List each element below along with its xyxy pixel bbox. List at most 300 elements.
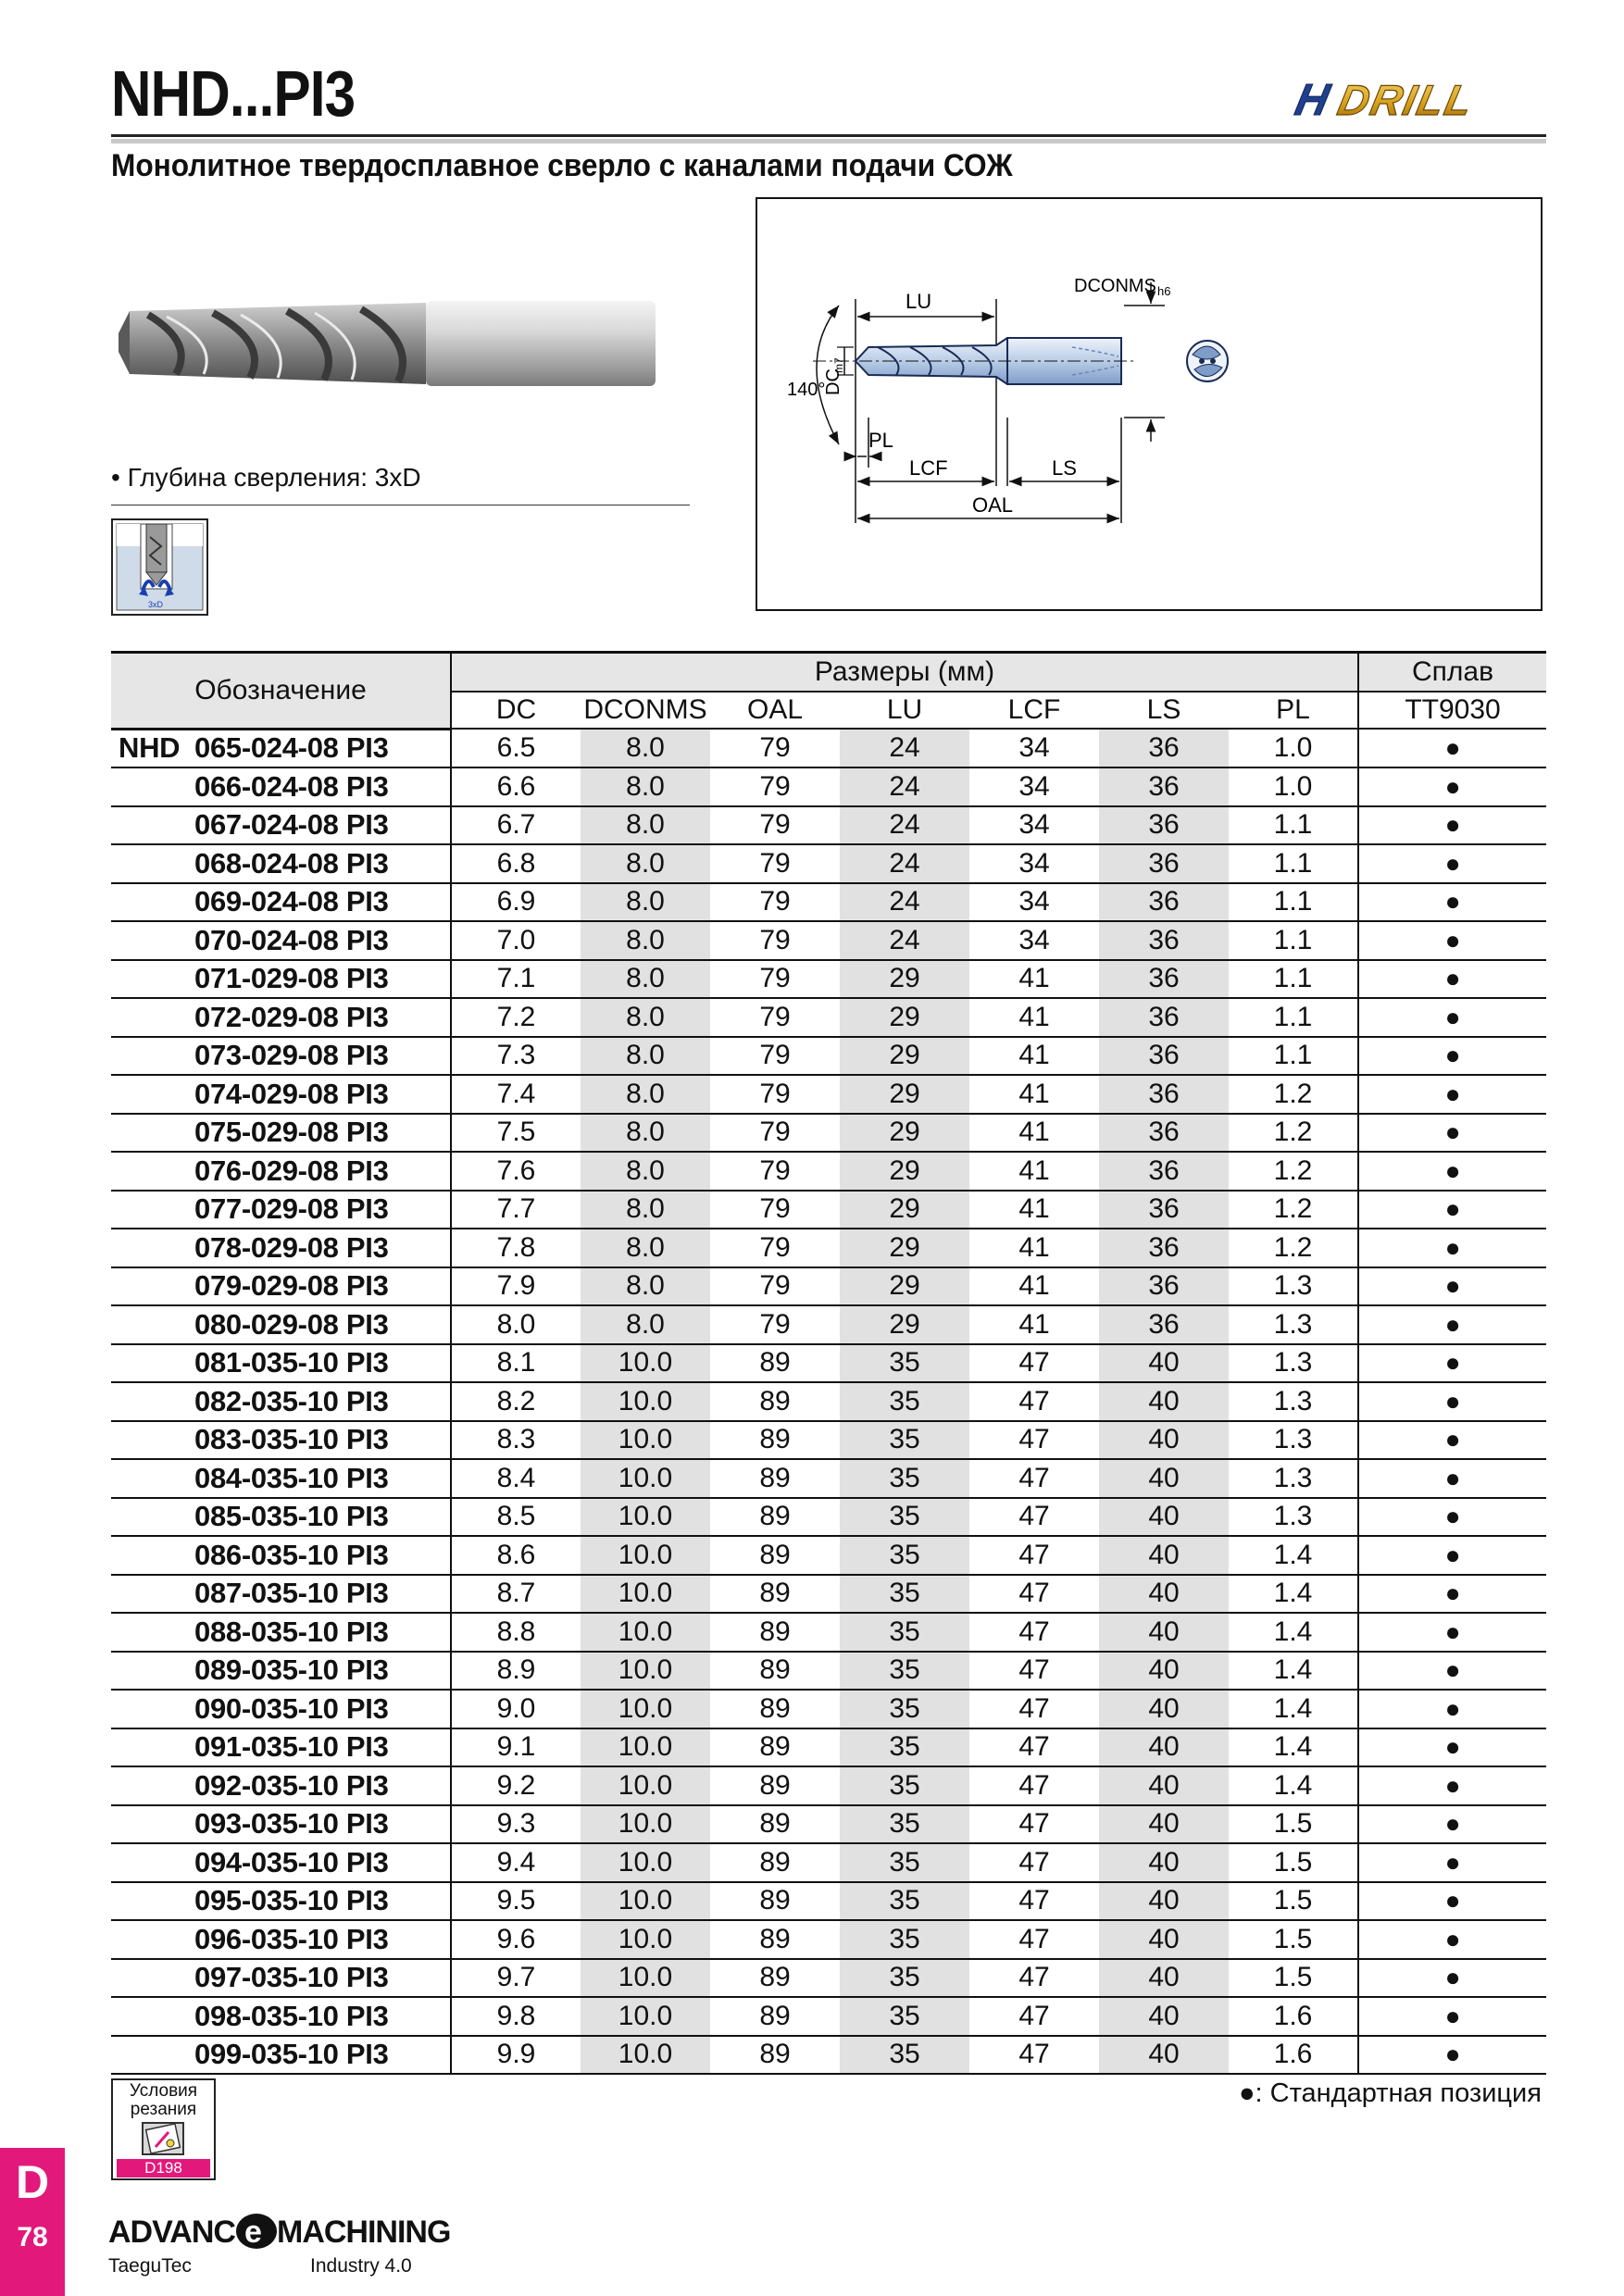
cell-dconms: 10.0 — [581, 1382, 710, 1421]
alloy-header: Сплав — [1358, 653, 1546, 693]
cell-lu: 24 — [840, 844, 969, 883]
cell-pl: 1.5 — [1229, 1843, 1358, 1882]
cell-dc: 8.8 — [451, 1613, 581, 1652]
cell-lcf: 47 — [969, 1382, 1099, 1421]
cell-ls: 40 — [1099, 1613, 1229, 1652]
designation-cell — [111, 1920, 451, 1959]
dconms-tolerance-label: h6 — [1157, 284, 1171, 298]
cell-oal: 79 — [710, 729, 840, 767]
cell-pl: 1.3 — [1229, 1459, 1358, 1498]
drill-photo — [111, 278, 667, 407]
cell-dc: 7.8 — [451, 1229, 581, 1267]
cell-ls: 36 — [1099, 729, 1229, 767]
cell-oal: 89 — [710, 1766, 840, 1805]
cell-pl: 1.0 — [1229, 729, 1358, 767]
cell-pl: 1.3 — [1229, 1421, 1358, 1460]
cell-pl: 1.6 — [1229, 2036, 1358, 2075]
cell-ls: 40 — [1099, 1997, 1229, 2036]
designation-code: 092-035-10 PI3 — [194, 1768, 389, 1802]
cell-oal: 89 — [710, 1805, 840, 1844]
section-letter: D — [15, 2156, 50, 2208]
cell-dc: 8.6 — [451, 1536, 581, 1575]
cell-ls: 36 — [1099, 883, 1229, 922]
stock-dot: ● — [1358, 1997, 1546, 2036]
table-row — [111, 767, 1546, 806]
cell-lu: 35 — [840, 2036, 969, 2075]
cell-lcf: 47 — [969, 1959, 1099, 1998]
cell-pl: 1.4 — [1229, 1766, 1358, 1805]
cell-lcf: 47 — [969, 1690, 1099, 1728]
cell-dconms: 10.0 — [581, 1575, 710, 1614]
cell-pl: 1.4 — [1229, 1536, 1358, 1575]
stock-dot: ● — [1358, 921, 1546, 960]
table-row — [111, 729, 1546, 767]
designation-code: 074-029-08 PI3 — [194, 1077, 389, 1110]
designation-cell — [111, 1459, 451, 1498]
cell-lu: 24 — [840, 806, 969, 845]
cell-pl: 1.1 — [1229, 806, 1358, 845]
cell-dc: 8.4 — [451, 1459, 581, 1498]
designation-cell — [111, 1229, 451, 1267]
cell-lu: 29 — [840, 998, 969, 1037]
cell-dconms: 8.0 — [581, 1305, 710, 1344]
cell-dc: 7.1 — [451, 960, 581, 999]
designation-code: 098-035-10 PI3 — [194, 1999, 389, 2032]
cell-pl: 1.5 — [1229, 1959, 1358, 1998]
cell-dconms: 8.0 — [581, 806, 710, 845]
cell-lcf: 34 — [969, 767, 1099, 806]
designation-code: 080-029-08 PI3 — [194, 1307, 389, 1341]
stock-dot: ● — [1358, 1267, 1546, 1306]
cell-ls: 40 — [1099, 1690, 1229, 1728]
table-row — [111, 1114, 1546, 1153]
column-header-ls: LS — [1099, 692, 1229, 729]
cell-lcf: 47 — [969, 1421, 1099, 1460]
cell-lcf: 41 — [969, 1229, 1099, 1267]
designation-code: 087-035-10 PI3 — [194, 1577, 389, 1610]
cell-ls: 40 — [1099, 1536, 1229, 1575]
cell-oal: 89 — [710, 1382, 840, 1421]
table-row — [111, 1382, 1546, 1421]
cell-oal: 89 — [710, 2036, 840, 2075]
cell-ls: 40 — [1099, 1805, 1229, 1844]
designation-code: 067-024-08 PI3 — [194, 808, 389, 842]
cell-lcf: 47 — [969, 1613, 1099, 1652]
stock-dot: ● — [1358, 2036, 1546, 2075]
cell-lu: 24 — [840, 921, 969, 960]
table-row — [111, 998, 1546, 1037]
svg-text:DRILL: DRILL — [1333, 76, 1479, 124]
cell-oal: 79 — [710, 767, 840, 806]
cell-lcf: 34 — [969, 806, 1099, 845]
cell-dconms: 10.0 — [581, 1959, 710, 1998]
cell-lcf: 34 — [969, 729, 1099, 767]
designation-cell — [111, 1037, 451, 1076]
cell-lcf: 47 — [969, 1498, 1099, 1537]
designation-cell — [111, 1267, 451, 1306]
designation-code: 078-029-08 PI3 — [194, 1230, 389, 1264]
cell-dc: 9.1 — [451, 1728, 581, 1767]
cell-dconms: 10.0 — [581, 1690, 710, 1728]
table-row — [111, 806, 1546, 845]
cell-dconms: 8.0 — [581, 998, 710, 1037]
designation-cell — [111, 1421, 451, 1460]
table-row — [111, 1766, 1546, 1805]
cell-dconms: 10.0 — [581, 1536, 710, 1575]
cell-oal: 79 — [710, 1152, 840, 1191]
cell-dconms: 10.0 — [581, 1421, 710, 1460]
cell-lu: 29 — [840, 1075, 969, 1114]
pl-label: PL — [868, 429, 893, 452]
designation-code: 079-029-08 PI3 — [194, 1269, 389, 1303]
cell-dconms: 8.0 — [581, 960, 710, 999]
designation-cell — [111, 1690, 451, 1728]
designation-cell — [111, 2036, 451, 2075]
cell-lu: 35 — [840, 1536, 969, 1575]
designation-code: 065-024-08 PI3 — [194, 731, 389, 765]
stock-dot: ● — [1358, 1191, 1546, 1229]
brand-tagline: Industry 4.0 — [310, 2255, 412, 2277]
table-row — [111, 1882, 1546, 1921]
coolant-through-drill-icon — [111, 518, 208, 616]
cell-oal: 79 — [710, 921, 840, 960]
stock-dot: ● — [1358, 1843, 1546, 1882]
cell-dconms: 8.0 — [581, 1075, 710, 1114]
cell-oal: 79 — [710, 1037, 840, 1076]
cell-lcf: 47 — [969, 2036, 1099, 2075]
cell-oal: 89 — [710, 1575, 840, 1614]
ls-label: LS — [1052, 456, 1077, 480]
cell-dconms: 8.0 — [581, 1152, 710, 1191]
cell-oal: 79 — [710, 883, 840, 922]
cell-ls: 36 — [1099, 1152, 1229, 1191]
cell-lcf: 34 — [969, 883, 1099, 922]
cell-pl: 1.1 — [1229, 844, 1358, 883]
table-row — [111, 1920, 1546, 1959]
svg-text:ADVANC: ADVANC — [108, 2215, 235, 2250]
lu-label: LU — [906, 290, 932, 313]
cell-oal: 89 — [710, 1536, 840, 1575]
cell-lu: 35 — [840, 1652, 969, 1691]
cell-pl: 1.3 — [1229, 1382, 1358, 1421]
table-row — [111, 1959, 1546, 1998]
stock-dot: ● — [1358, 806, 1546, 845]
cell-dc: 7.5 — [451, 1114, 581, 1153]
cell-ls: 36 — [1099, 1114, 1229, 1153]
cell-lcf: 34 — [969, 844, 1099, 883]
stock-dot: ● — [1358, 1421, 1546, 1460]
cell-pl: 1.2 — [1229, 1114, 1358, 1153]
brand-company: TaeguTec — [108, 2255, 192, 2277]
cell-oal: 89 — [710, 1882, 840, 1921]
cell-ls: 40 — [1099, 1920, 1229, 1959]
dc-tolerance-label: m7 — [832, 357, 845, 373]
designation-code: 070-024-08 PI3 — [194, 923, 389, 956]
cell-ls: 40 — [1099, 1575, 1229, 1614]
designation-cell — [111, 921, 451, 960]
cell-lu: 35 — [840, 1421, 969, 1460]
designation-cell — [111, 1843, 451, 1882]
cell-pl: 1.1 — [1229, 883, 1358, 922]
stock-dot: ● — [1358, 1766, 1546, 1805]
cell-lu: 29 — [840, 1037, 969, 1076]
table-row — [111, 1075, 1546, 1114]
cell-dc: 6.8 — [451, 844, 581, 883]
cell-ls: 36 — [1099, 921, 1229, 960]
table-row — [111, 1728, 1546, 1767]
table-row — [111, 1152, 1546, 1191]
grade-header: TT9030 — [1358, 692, 1546, 729]
stock-dot: ● — [1358, 1575, 1546, 1614]
cell-lu: 35 — [840, 1959, 969, 1998]
cell-pl: 1.4 — [1229, 1690, 1358, 1728]
stock-dot: ● — [1358, 1498, 1546, 1537]
designation-cell — [111, 883, 451, 922]
cell-dc: 8.1 — [451, 1344, 581, 1383]
designation-code: 066-024-08 PI3 — [194, 769, 389, 803]
cell-oal: 89 — [710, 1728, 840, 1767]
designation-cell — [111, 1382, 451, 1421]
cell-dc: 9.7 — [451, 1959, 581, 1998]
cell-lcf: 47 — [969, 1728, 1099, 1767]
designation-code: 082-035-10 PI3 — [194, 1384, 389, 1417]
cell-lcf: 47 — [969, 1459, 1099, 1498]
cell-ls: 40 — [1099, 1421, 1229, 1460]
cell-ls: 40 — [1099, 1382, 1229, 1421]
table-body — [111, 729, 1546, 2074]
cell-lu: 24 — [840, 767, 969, 806]
cell-lu: 35 — [840, 1843, 969, 1882]
cell-dc: 6.9 — [451, 883, 581, 922]
cell-dc: 9.6 — [451, 1920, 581, 1959]
stock-dot: ● — [1358, 1613, 1546, 1652]
dc-label: DC — [823, 368, 843, 395]
cell-dconms: 8.0 — [581, 844, 710, 883]
stock-dot: ● — [1358, 1690, 1546, 1728]
cutting-conditions-label: Условия резания — [129, 2081, 198, 2119]
cell-lcf: 47 — [969, 1575, 1099, 1614]
column-header-oal: OAL — [710, 692, 840, 729]
cell-dc: 6.7 — [451, 806, 581, 845]
designation-cell — [111, 844, 451, 883]
cell-lu: 24 — [840, 729, 969, 767]
cell-oal: 79 — [710, 844, 840, 883]
designation-code: 099-035-10 PI3 — [194, 2038, 389, 2071]
dimensions-header: Размеры (мм) — [451, 653, 1358, 693]
cell-ls: 40 — [1099, 1959, 1229, 1998]
cell-lu: 35 — [840, 1997, 969, 2036]
cell-lcf: 41 — [969, 1075, 1099, 1114]
cell-oal: 79 — [710, 806, 840, 845]
column-header-pl: PL — [1229, 692, 1358, 729]
cell-lu: 24 — [840, 883, 969, 922]
cell-oal: 79 — [710, 998, 840, 1037]
cell-lu: 35 — [840, 1728, 969, 1767]
cell-lu: 29 — [840, 1191, 969, 1229]
cell-ls: 36 — [1099, 1267, 1229, 1306]
cell-lcf: 47 — [969, 1652, 1099, 1691]
cell-pl: 1.2 — [1229, 1191, 1358, 1229]
designation-code: 084-035-10 PI3 — [194, 1461, 389, 1494]
cell-lcf: 41 — [969, 960, 1099, 999]
table-row — [111, 1037, 1546, 1076]
designation-code: 093-035-10 PI3 — [194, 1807, 389, 1841]
cell-oal: 79 — [710, 1267, 840, 1306]
stock-dot: ● — [1358, 1075, 1546, 1114]
table-row — [111, 844, 1546, 883]
designation-cell — [111, 1114, 451, 1153]
cell-dc: 8.7 — [451, 1575, 581, 1614]
designation-code: 096-035-10 PI3 — [194, 1922, 389, 1955]
cell-dconms: 8.0 — [581, 883, 710, 922]
cell-dc: 9.8 — [451, 1997, 581, 2036]
cell-ls: 36 — [1099, 998, 1229, 1037]
cell-dc: 7.2 — [451, 998, 581, 1037]
stock-dot: ● — [1358, 1037, 1546, 1076]
specification-table — [111, 651, 1546, 2075]
table-row — [111, 1997, 1546, 2036]
stock-legend: ●: Стандартная позиция — [1239, 2078, 1542, 2108]
stock-dot: ● — [1358, 1459, 1546, 1498]
cell-dc: 6.5 — [451, 729, 581, 767]
book-icon — [141, 2121, 185, 2156]
table-row — [111, 1421, 1546, 1460]
cell-lu: 29 — [840, 1152, 969, 1191]
header-rule — [111, 134, 1546, 137]
designation-code: 069-024-08 PI3 — [194, 885, 389, 918]
designation-cell — [111, 1305, 451, 1344]
stock-dot: ● — [1358, 1805, 1546, 1844]
designation-cell — [111, 729, 451, 767]
designation-cell — [111, 1652, 451, 1691]
designation-code: 086-035-10 PI3 — [194, 1538, 389, 1571]
table-row — [111, 1613, 1546, 1652]
cell-dc: 7.0 — [451, 921, 581, 960]
cell-lcf: 41 — [969, 1305, 1099, 1344]
table-row — [111, 1191, 1546, 1229]
cell-ls: 40 — [1099, 1459, 1229, 1498]
table-row — [111, 1305, 1546, 1344]
cell-lcf: 47 — [969, 1805, 1099, 1844]
cell-lu: 35 — [840, 1498, 969, 1537]
cell-oal: 79 — [710, 1229, 840, 1267]
cell-lu: 35 — [840, 1382, 969, 1421]
table-row — [111, 1498, 1546, 1537]
stock-dot: ● — [1358, 1920, 1546, 1959]
hdrill-logo — [1291, 74, 1546, 126]
designation-code: 085-035-10 PI3 — [194, 1500, 389, 1533]
cell-ls: 40 — [1099, 1344, 1229, 1383]
table-row — [111, 1690, 1546, 1728]
cell-dconms: 10.0 — [581, 2036, 710, 2075]
designation-code: 068-024-08 PI3 — [194, 846, 389, 880]
designation-header: Обозначение — [111, 653, 451, 730]
designation-cell — [111, 1498, 451, 1537]
designation-cell — [111, 1882, 451, 1921]
cell-dc: 9.9 — [451, 2036, 581, 2075]
cell-dconms: 10.0 — [581, 1459, 710, 1498]
cell-dconms: 10.0 — [581, 1843, 710, 1882]
cell-dc: 8.3 — [451, 1421, 581, 1460]
cell-pl: 1.3 — [1229, 1267, 1358, 1306]
stock-dot: ● — [1358, 1229, 1546, 1267]
cell-lcf: 41 — [969, 1037, 1099, 1076]
lcf-label: LCF — [909, 456, 948, 480]
cell-lcf: 47 — [969, 1766, 1099, 1805]
cell-oal: 89 — [710, 1613, 840, 1652]
cell-dc: 9.3 — [451, 1805, 581, 1844]
svg-text:MACHINING: MACHINING — [277, 2215, 451, 2250]
cell-pl: 1.4 — [1229, 1575, 1358, 1614]
cell-lu: 35 — [840, 1459, 969, 1498]
designation-code: 083-035-10 PI3 — [194, 1423, 389, 1456]
cell-lu: 29 — [840, 1229, 969, 1267]
cell-dconms: 10.0 — [581, 1882, 710, 1921]
designation-cell — [111, 1766, 451, 1805]
cell-lcf: 34 — [969, 921, 1099, 960]
stock-dot: ● — [1358, 1959, 1546, 1998]
cell-pl: 1.0 — [1229, 767, 1358, 806]
cell-dconms: 10.0 — [581, 1920, 710, 1959]
cell-dc: 7.3 — [451, 1037, 581, 1076]
cell-dconms: 8.0 — [581, 1229, 710, 1267]
cutting-conditions-link[interactable] — [111, 2078, 216, 2180]
cell-dc: 7.7 — [451, 1191, 581, 1229]
designation-code: 077-029-08 PI3 — [194, 1192, 389, 1226]
stock-dot: ● — [1358, 960, 1546, 999]
cell-lcf: 41 — [969, 1114, 1099, 1153]
cell-lu: 29 — [840, 1114, 969, 1153]
cell-pl: 1.3 — [1229, 1305, 1358, 1344]
cell-lu: 35 — [840, 1920, 969, 1959]
stock-dot: ● — [1358, 1728, 1546, 1767]
cell-lu: 35 — [840, 1575, 969, 1614]
page-subtitle: Монолитное твердосплавное сверло с каналами подачи СОЖ — [111, 148, 1013, 183]
cell-lcf: 41 — [969, 1152, 1099, 1191]
cell-dconms: 8.0 — [581, 1267, 710, 1306]
cell-ls: 40 — [1099, 1728, 1229, 1767]
cell-dconms: 10.0 — [581, 1652, 710, 1691]
cell-lcf: 47 — [969, 1536, 1099, 1575]
cell-lcf: 47 — [969, 1920, 1099, 1959]
cell-lcf: 47 — [969, 1344, 1099, 1383]
cell-ls: 40 — [1099, 1882, 1229, 1921]
drilling-depth-note: • Глубина сверления: 3xD — [111, 463, 421, 492]
stock-dot: ● — [1358, 767, 1546, 806]
cell-lu: 35 — [840, 1882, 969, 1921]
designation-code: 097-035-10 PI3 — [194, 1961, 389, 1994]
designation-cell — [111, 1536, 451, 1575]
designation-code: 091-035-10 PI3 — [194, 1730, 389, 1764]
cell-pl: 1.4 — [1229, 1728, 1358, 1767]
cell-lu: 35 — [840, 1344, 969, 1383]
column-header-lu: LU — [840, 692, 969, 729]
stock-dot: ● — [1358, 729, 1546, 767]
designation-code: 095-035-10 PI3 — [194, 1884, 389, 1917]
stock-dot: ● — [1358, 1114, 1546, 1153]
oal-label: OAL — [972, 493, 1014, 517]
cell-dconms: 8.0 — [581, 921, 710, 960]
table-row — [111, 1229, 1546, 1267]
stock-dot: ● — [1358, 1344, 1546, 1383]
cell-pl: 1.5 — [1229, 1882, 1358, 1921]
table-row — [111, 1575, 1546, 1614]
cell-dconms: 10.0 — [581, 1766, 710, 1805]
table-row — [111, 1805, 1546, 1844]
cell-ls: 36 — [1099, 960, 1229, 999]
designation-code: 071-029-08 PI3 — [194, 962, 389, 995]
cell-ls: 36 — [1099, 1229, 1229, 1267]
